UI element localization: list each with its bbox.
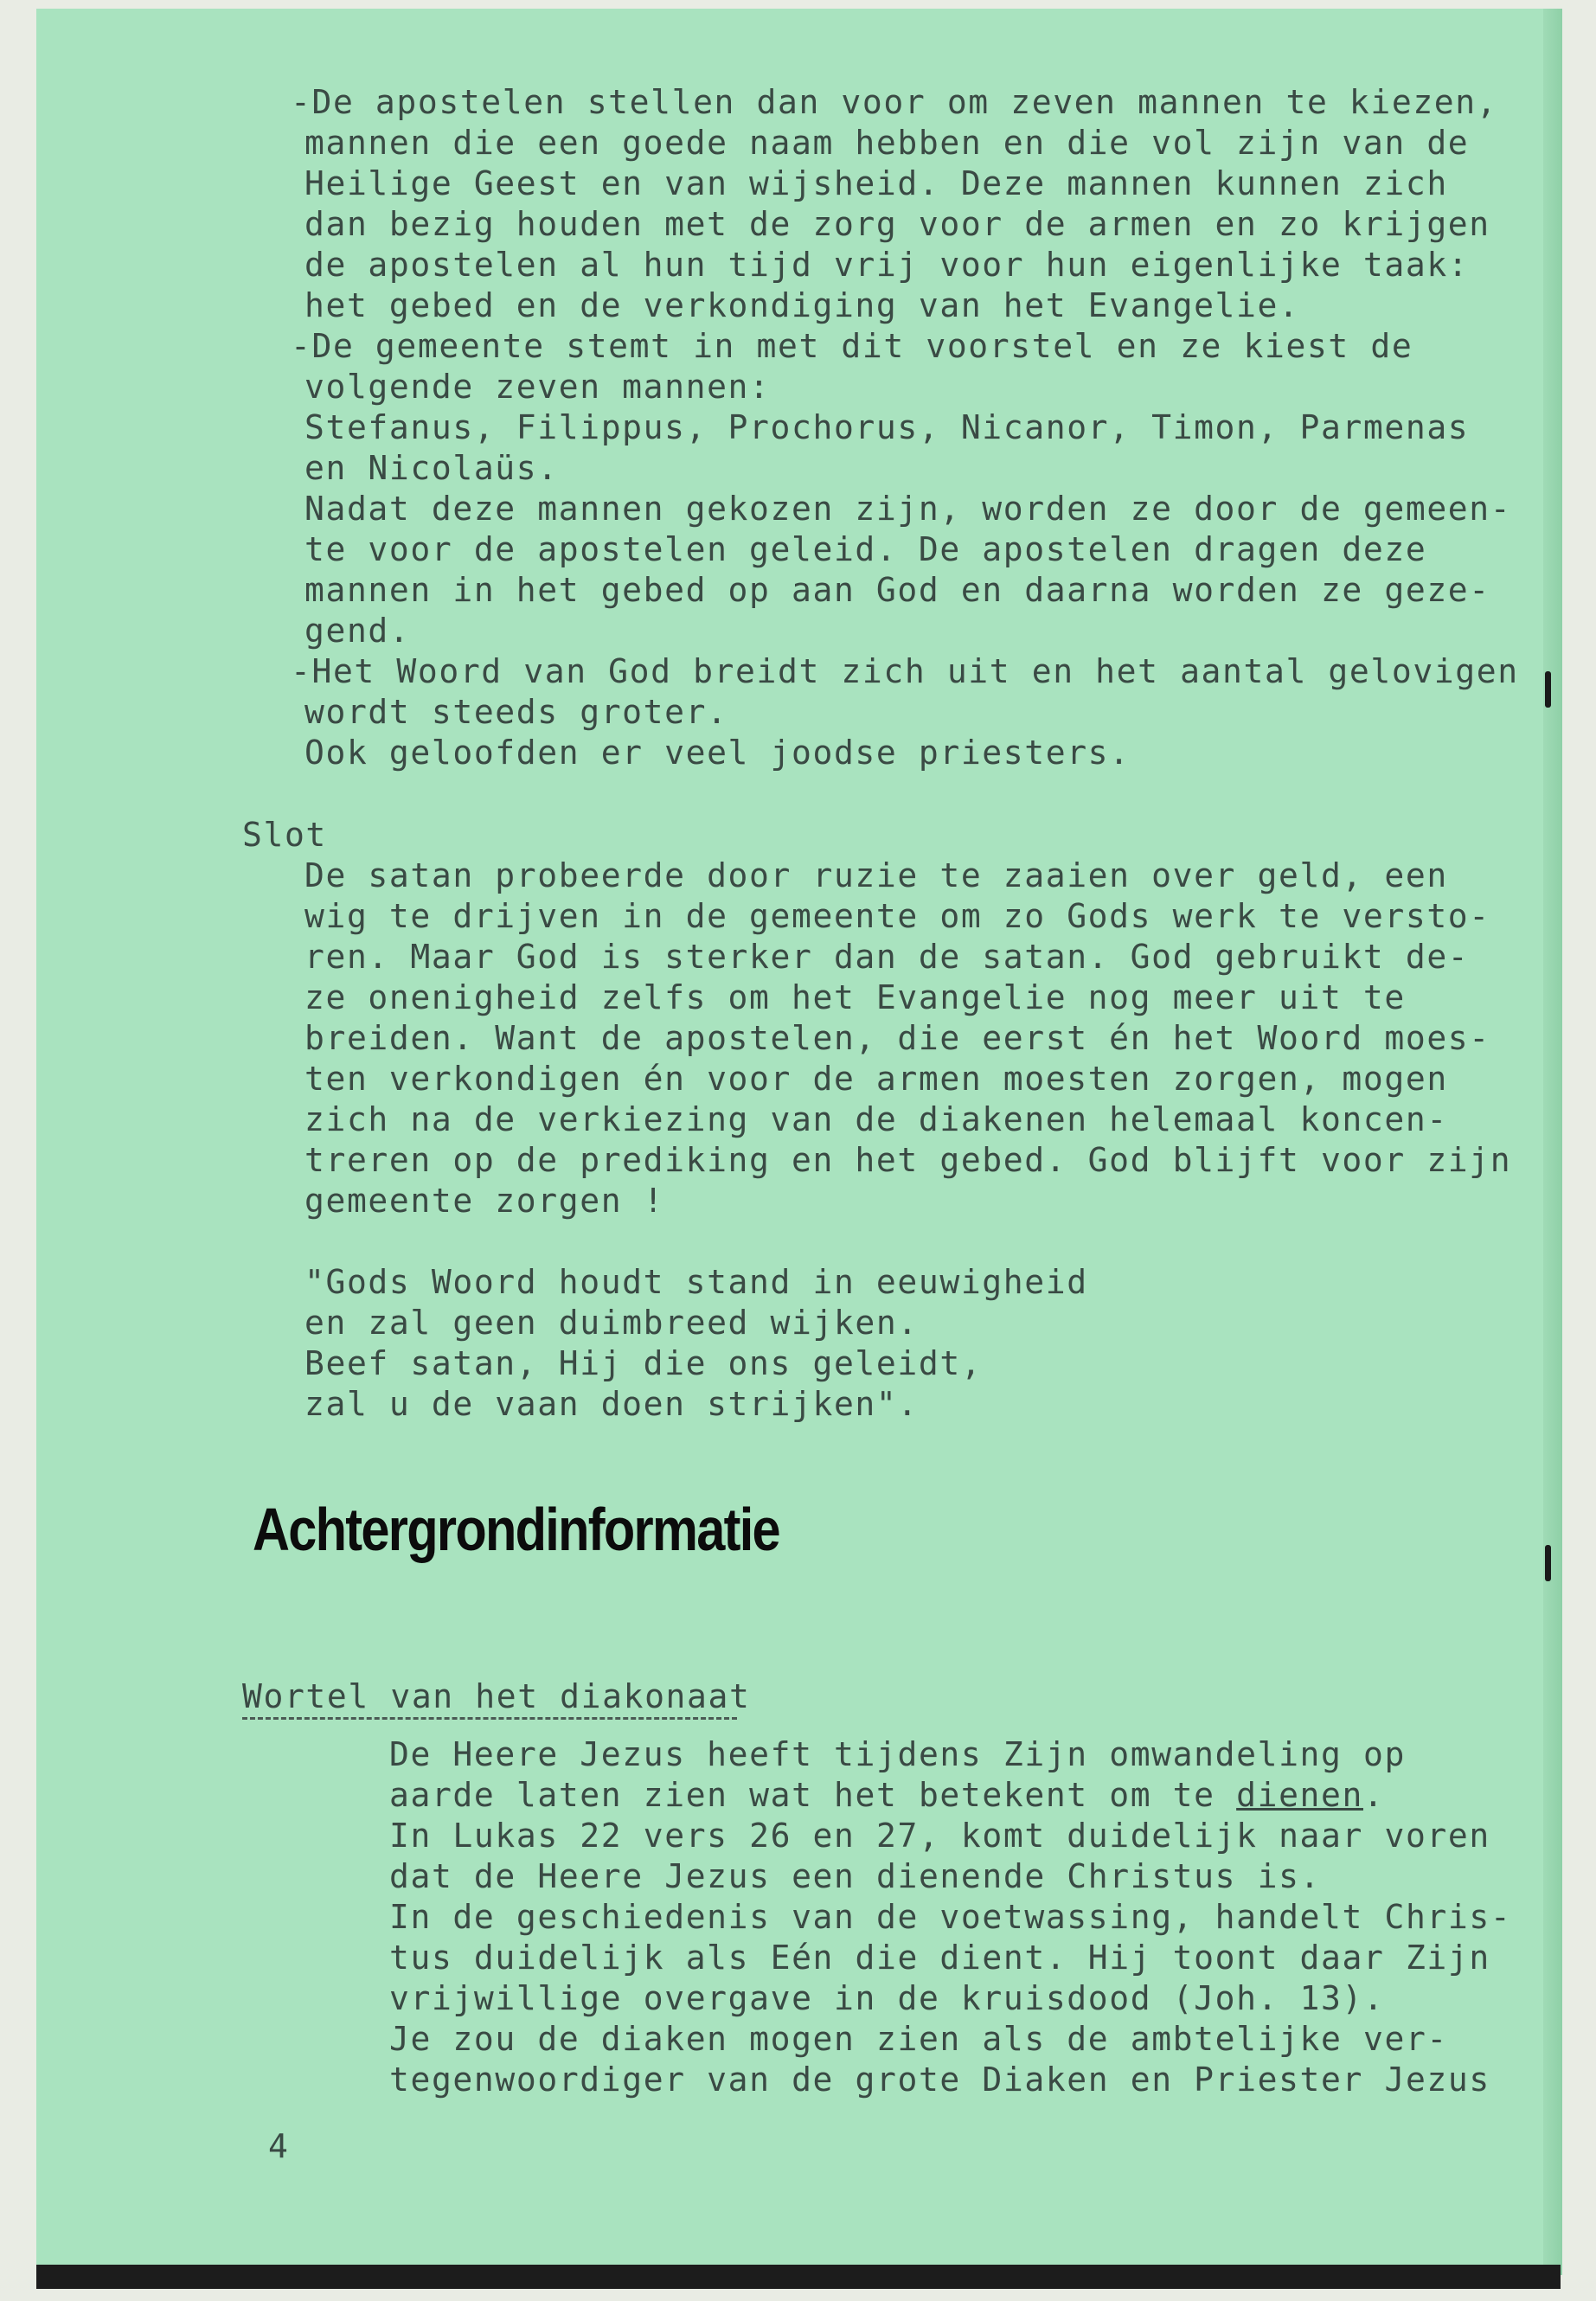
text-line: dan bezig houden met de zorg voor de armen en zo krijgen [304,205,1490,243]
text-line: treren op de prediking en het gebed. God blijft voor zijn [304,1141,1512,1179]
poem-line: Beef satan, Hij die ons geleidt, [304,1344,983,1382]
text-line: Je zou de diaken mogen zien als de ambtelijke ver- [389,2020,1448,2058]
text-line: De satan probeerde door ruzie te zaaien over geld, een [304,856,1448,894]
text-line: dat de Heere Jezus een dienende Christus is. [389,1857,1322,1895]
text-segment: aarde laten zien wat het betekent om te [389,1776,1237,1814]
text-segment: . [1363,1776,1385,1814]
text-line: wordt steeds groter. [304,693,728,731]
binding-mark [1545,671,1551,708]
text-line: zich na de verkiezing van de diakenen helemaal koncen- [304,1100,1448,1138]
text-line: De Heere Jezus heeft tijdens Zijn omwandeling op [389,1735,1406,1773]
subheading-underline [242,1717,737,1720]
page-edge [1543,9,1562,2275]
text-line: vrijwillige overgave in de kruisdood (Joh. 13). [389,1979,1385,2017]
bottom-edge [36,2265,1561,2289]
text-line: gemeente zorgen ! [304,1182,665,1220]
text-line: breiden. Want de apostelen, die eerst én het Woord moes- [304,1019,1490,1057]
text-line: en Nicolaüs. [304,449,559,487]
text-line: -De apostelen stellen dan voor om zeven mannen te kiezen, [291,83,1498,121]
section-title: Slot [242,816,327,854]
text-line: wig te drijven in de gemeente om zo Gods werk te versto- [304,897,1490,935]
text-line: ze onenigheid zelfs om het Evangelie nog meer uit te [304,978,1406,1016]
text-line: te voor de apostelen geleid. De apostelen dragen deze [304,530,1427,568]
text-line: mannen die een goede naam hebben en die vol zijn van de [304,124,1470,162]
underlined-word: dienen [1236,1776,1363,1814]
text-line: volgende zeven mannen: [304,368,771,406]
text-line: de apostelen al hun tijd vrij voor hun eigenlijke taak: [304,246,1470,284]
binding-mark [1545,1545,1551,1581]
text-line: -Het Woord van God breidt zich uit en het aantal gelovigen [291,652,1519,690]
poem-line: zal u de vaan doen strijken". [304,1385,919,1423]
text-line: Ook geloofden er veel joodse priesters. [304,734,1131,772]
text-line: Heilige Geest en van wijsheid. Deze mannen kunnen zich [304,164,1448,202]
subheading: Wortel van het diakonaat [242,1677,751,1715]
page-number: 4 [268,2127,288,2165]
section-heading: Achtergrondinformatie [253,1496,779,1563]
poem-line: "Gods Woord houdt stand in eeuwigheid [304,1263,1088,1301]
poem-line: en zal geen duimbreed wijken. [304,1304,919,1342]
text-line: Nadat deze mannen gekozen zijn, worden ze door de gemeen- [304,490,1512,528]
text-line: tus duidelijk als Eén die dient. Hij toont daar Zijn [389,1939,1490,1977]
text-line [389,1775,1384,1816]
text-line: mannen in het gebed op aan God en daarna worden ze geze- [304,571,1490,609]
text-line: tegenwoordiger van de grote Diaken en Priester Jezus [389,2061,1490,2099]
text-line: ten verkondigen én voor de armen moesten zorgen, mogen [304,1060,1448,1098]
text-line: In de geschiedenis van de voetwassing, handelt Chris- [389,1898,1512,1936]
text-line: In Lukas 22 vers 26 en 27, komt duidelijk naar voren [389,1817,1490,1855]
text-line: gend. [304,612,411,650]
text-line: Stefanus, Filippus, Prochorus, Nicanor, Timon, Parmenas [304,408,1470,446]
text-line: -De gemeente stemt in met dit voorstel en ze kiest de [291,327,1413,365]
text-line: het gebed en de verkondiging van het Evangelie. [304,286,1300,324]
text-line: ren. Maar God is sterker dan de satan. God gebruikt de- [304,938,1470,976]
